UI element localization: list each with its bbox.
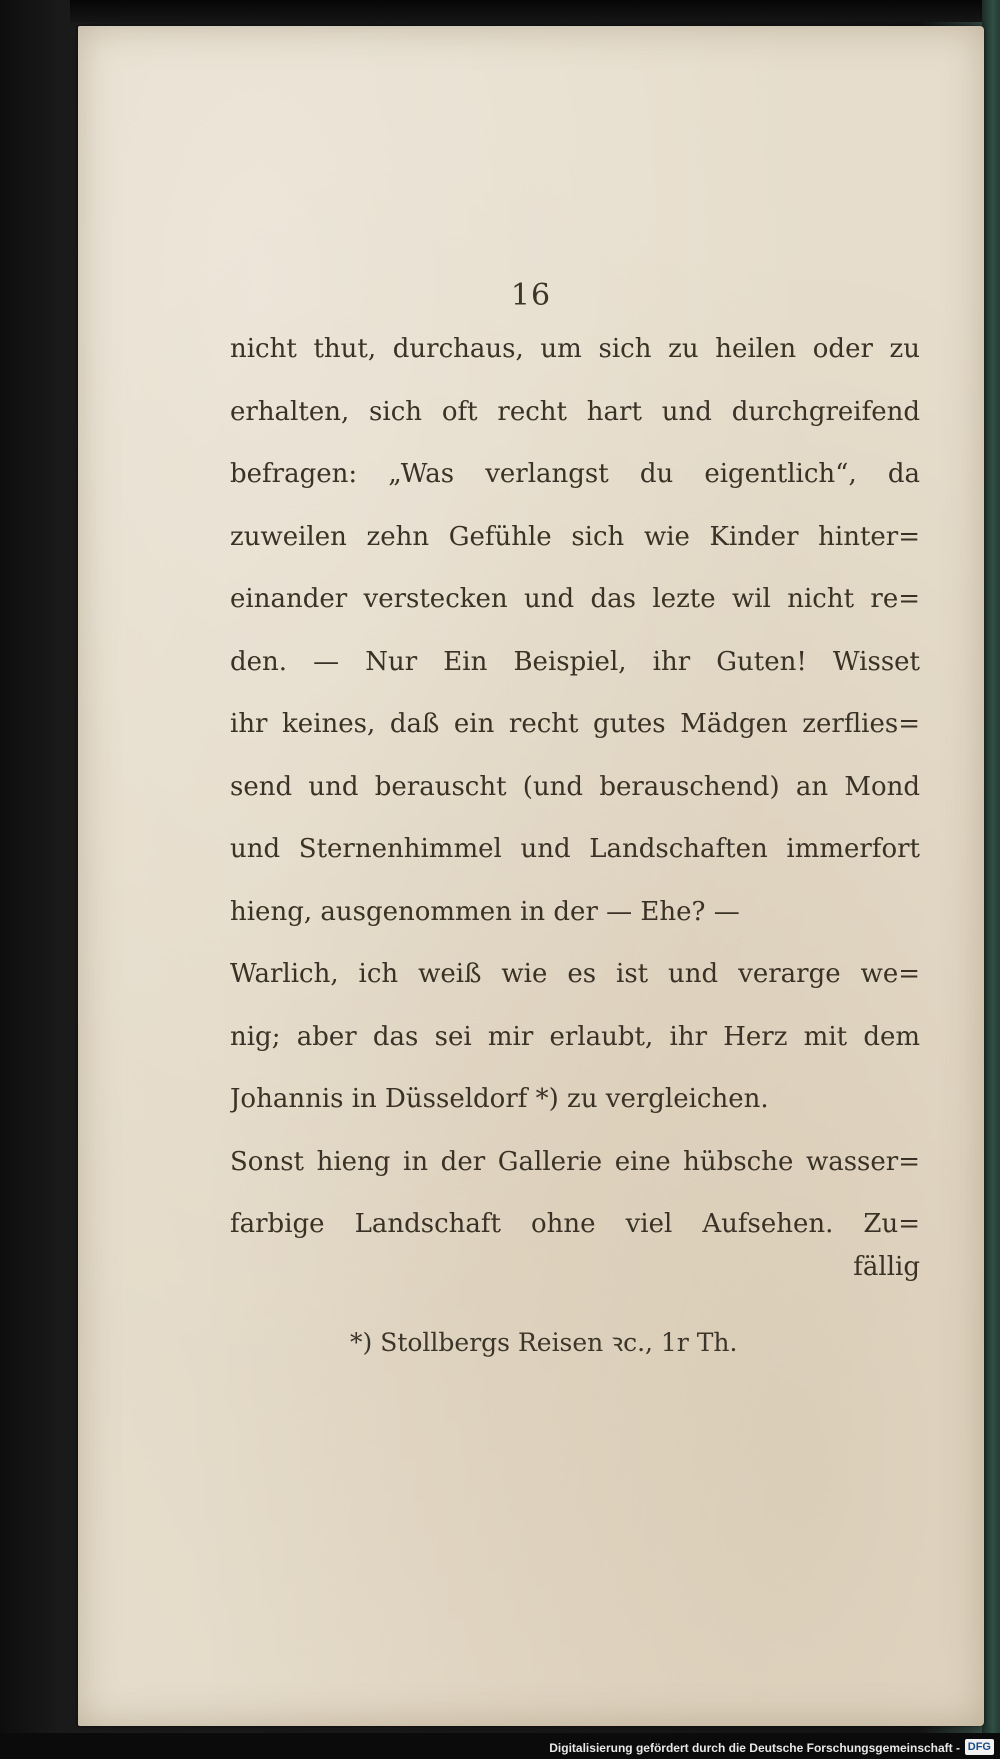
digitization-bar — [0, 1733, 1000, 1759]
text-line: und Sternenhimmel und Landschaften immerfort — [230, 834, 920, 864]
dfg-logo: DFG — [965, 1739, 994, 1755]
digitization-note: Digitalisierung gefördert durch die Deutsche Forschungsgemeinschaft - — [549, 1741, 960, 1755]
text-line: ihr keines, daß ein recht gutes Mädgen zerflies= — [230, 709, 920, 739]
text-line: farbige Landschaft ohne viel Aufsehen. Zu= — [230, 1209, 920, 1239]
text-line: einander verstecken und das lezte wil nicht re= — [230, 584, 920, 614]
catchword: fällig — [853, 1252, 920, 1282]
text-line: Warlich, ich weiß wie es ist und verarge we= — [230, 959, 920, 989]
text-line: nig; aber das sei mir erlaubt, ihr Herz mit dem — [230, 1021, 920, 1052]
footnote: *) Stollbergs Reisen ꝛc., 1r Th. — [350, 1328, 738, 1357]
text-line: Johannis in Düsseldorf *) zu vergleichen. — [230, 1084, 769, 1114]
scan-right-edge — [982, 0, 1000, 1740]
page-number: 16 — [510, 278, 552, 313]
text-line: zuweilen zehn Gefühle sich wie Kinder hinter= — [230, 521, 920, 552]
scan-top-edge — [70, 0, 1000, 22]
text-line: Sonst hieng in der Gallerie eine hübsche wasser= — [230, 1146, 920, 1177]
text-line: send und berauscht (und berauschend) an Mond — [230, 771, 920, 802]
text-line: nicht thut, durchaus, um sich zu heilen oder zu — [230, 334, 920, 364]
text-line: erhalten, sich oft recht hart und durchgreifend — [230, 396, 920, 427]
text-line: befragen: „Was verlangst du eigentlich“, da — [230, 459, 920, 489]
text-line: den. — Nur Ein Beispiel, ihr Guten! Wisset — [230, 646, 920, 677]
body-text — [230, 318, 920, 1256]
text-line: hieng, ausgenommen in der — Ehe? — — [230, 896, 740, 927]
